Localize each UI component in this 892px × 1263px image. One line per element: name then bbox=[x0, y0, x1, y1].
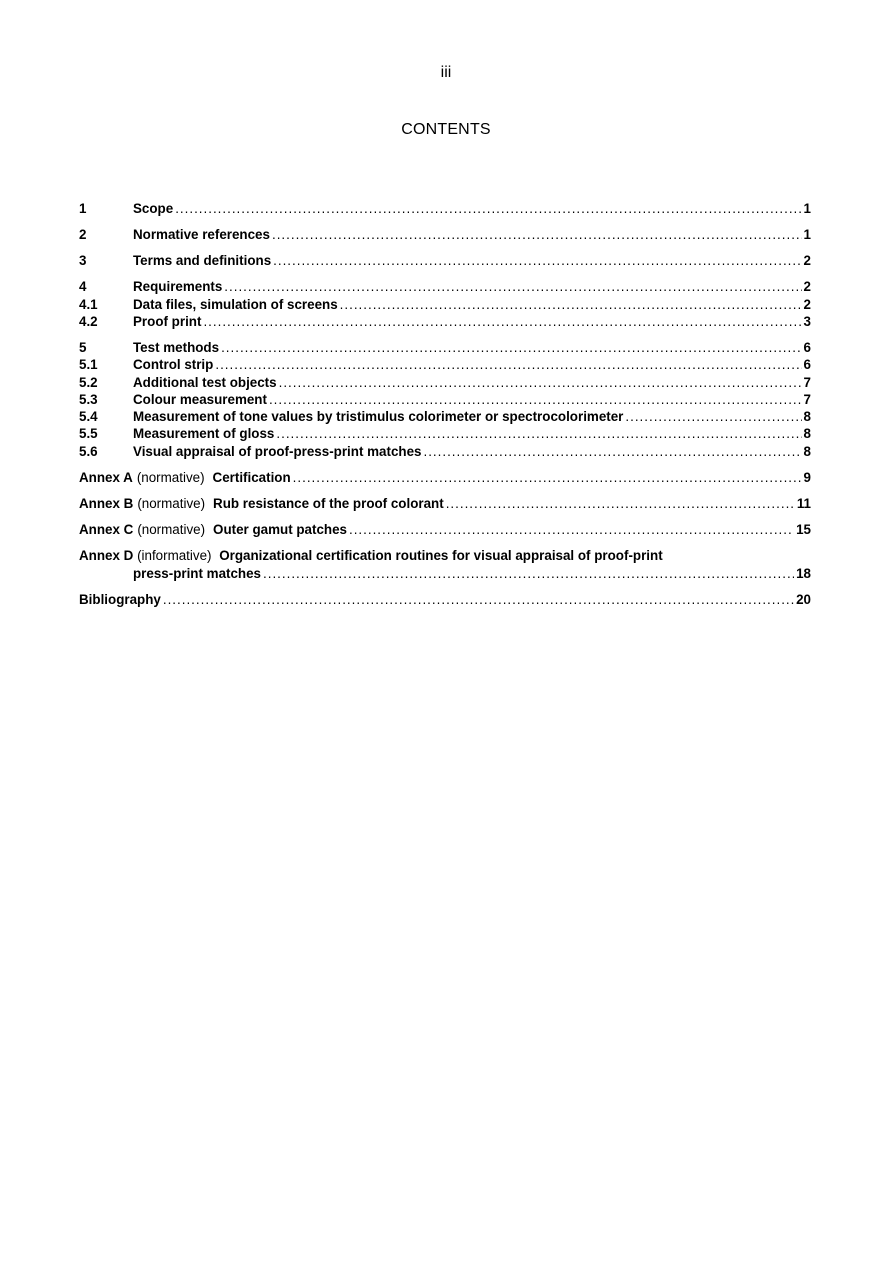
annex-kind: (normative) bbox=[137, 522, 206, 537]
toc-entry-title: Scope bbox=[133, 201, 174, 216]
leader-dots bbox=[263, 565, 794, 583]
toc-entry-colour-measurement[interactable] bbox=[79, 391, 811, 409]
leader-dots bbox=[215, 356, 801, 374]
toc-entry-page: 9 bbox=[803, 470, 811, 485]
toc-entry-page: 8 bbox=[803, 409, 811, 424]
toc-entry-page: 8 bbox=[803, 426, 811, 441]
annex-label: Annex D bbox=[79, 548, 134, 563]
leader-dots bbox=[175, 200, 801, 218]
toc-entry-title: Requirements bbox=[133, 279, 223, 294]
toc-entry-title: Visual appraisal of proof-press-print matches bbox=[133, 444, 422, 459]
leader-dots bbox=[221, 339, 801, 357]
toc-entry-page: 11 bbox=[796, 496, 811, 511]
toc-entry-page: 7 bbox=[803, 375, 811, 390]
toc-entry-title: Data files, simulation of screens bbox=[133, 297, 338, 312]
annex-label: Annex B bbox=[79, 496, 134, 511]
toc-entry-annex-d-heading[interactable] bbox=[79, 547, 811, 565]
toc-entry-tone-values[interactable] bbox=[79, 408, 811, 426]
toc-entry-gloss[interactable] bbox=[79, 425, 811, 443]
toc-entry-requirements[interactable] bbox=[79, 278, 811, 296]
toc-entry-number: 4.2 bbox=[79, 314, 98, 329]
toc-entry-number: 5.5 bbox=[79, 426, 98, 441]
toc-entry-title: Colour measurement bbox=[133, 392, 267, 407]
toc-entry-proof-print[interactable] bbox=[79, 313, 811, 331]
toc-entry-page: 2 bbox=[803, 253, 811, 268]
leader-dots bbox=[423, 443, 801, 461]
toc-entry-title: Outer gamut patches bbox=[213, 522, 347, 537]
toc-entry-page: 15 bbox=[796, 522, 811, 537]
leader-dots bbox=[163, 591, 794, 609]
toc-entry-number: 5.4 bbox=[79, 409, 98, 424]
toc-entry-bibliography[interactable] bbox=[79, 591, 811, 609]
toc-entry-title: Bibliography bbox=[79, 592, 161, 607]
toc-entry-page: 6 bbox=[803, 340, 811, 355]
toc-entry-page: 8 bbox=[803, 444, 811, 459]
toc-entry-annex-c[interactable] bbox=[79, 521, 811, 539]
leader-dots bbox=[625, 408, 801, 426]
annex-label: Annex A bbox=[79, 470, 133, 485]
toc-entry-annex-b[interactable] bbox=[79, 495, 811, 513]
toc-entry-scope[interactable] bbox=[79, 200, 811, 218]
toc-entry-title: Measurement of gloss bbox=[133, 426, 275, 441]
toc-entry-number: 4.1 bbox=[79, 297, 98, 312]
leader-dots bbox=[269, 391, 802, 409]
toc-entry-number: 4 bbox=[79, 279, 87, 294]
leader-dots bbox=[273, 252, 801, 270]
toc-entry-title: Control strip bbox=[133, 357, 214, 372]
leader-dots bbox=[224, 278, 801, 296]
toc-entry-page: 18 bbox=[796, 566, 811, 581]
table-of-contents bbox=[79, 0, 811, 1263]
toc-entry-title: Terms and definitions bbox=[133, 253, 272, 268]
toc-entry-page: 1 bbox=[803, 201, 811, 216]
toc-entry-title: Certification bbox=[212, 470, 291, 485]
toc-entry-number: 5.1 bbox=[79, 357, 98, 372]
toc-entry-number: 5.3 bbox=[79, 392, 98, 407]
leader-dots bbox=[293, 469, 802, 487]
page-title: CONTENTS bbox=[401, 121, 491, 138]
toc-entry-page: 2 bbox=[803, 297, 811, 312]
toc-entry-number: 2 bbox=[79, 227, 87, 242]
toc-entry-title: Rub resistance of the proof colorant bbox=[213, 496, 444, 511]
page-number: iii bbox=[440, 64, 452, 81]
toc-entry-title: Normative references bbox=[133, 227, 270, 242]
toc-entry-page: 20 bbox=[796, 592, 811, 607]
toc-entry-data-files[interactable] bbox=[79, 296, 811, 314]
leader-dots bbox=[272, 226, 802, 244]
toc-entry-number: 5.6 bbox=[79, 444, 98, 459]
toc-entry-page: 2 bbox=[803, 279, 811, 294]
toc-entry-visual-appraisal[interactable] bbox=[79, 443, 811, 461]
leader-dots bbox=[203, 313, 801, 331]
toc-entry-control-strip[interactable] bbox=[79, 356, 811, 374]
toc-entry-number: 1 bbox=[79, 201, 87, 216]
leader-dots bbox=[446, 495, 795, 513]
toc-entry-number: 3 bbox=[79, 253, 87, 268]
toc-entry-annex-a[interactable] bbox=[79, 469, 811, 487]
leader-dots bbox=[276, 425, 801, 443]
toc-entry-page: 1 bbox=[803, 227, 811, 242]
toc-entry-test-methods[interactable] bbox=[79, 339, 811, 357]
toc-entry-title-continued: press-print matches bbox=[133, 566, 261, 581]
toc-entry-title: Organizational certification routines for visual appraisal of proof-print bbox=[219, 548, 663, 563]
toc-entry-page: 6 bbox=[803, 357, 811, 372]
leader-dots bbox=[340, 296, 802, 314]
toc-entry-normative-references[interactable] bbox=[79, 226, 811, 244]
toc-entry-title: Additional test objects bbox=[133, 375, 277, 390]
toc-entry-annex-d-continued[interactable] bbox=[79, 565, 811, 583]
annex-kind: (normative) bbox=[136, 470, 205, 485]
toc-entry-number: 5.2 bbox=[79, 375, 98, 390]
toc-entry-title: Test methods bbox=[133, 340, 220, 355]
toc-entry-page: 3 bbox=[803, 314, 811, 329]
toc-entry-additional-test-objects[interactable] bbox=[79, 374, 811, 392]
toc-entry-title: Proof print bbox=[133, 314, 202, 329]
toc-entry-title: Measurement of tone values by tristimulus colorimeter or spectrocolorimeter bbox=[133, 409, 624, 424]
leader-dots bbox=[279, 374, 802, 392]
toc-entry-terms-and-definitions[interactable] bbox=[79, 252, 811, 270]
leader-dots bbox=[349, 521, 794, 539]
annex-label: Annex C bbox=[79, 522, 134, 537]
toc-entry-number: 5 bbox=[79, 340, 87, 355]
toc-entry-page: 7 bbox=[803, 392, 811, 407]
annex-kind: (informative) bbox=[137, 548, 212, 563]
annex-kind: (normative) bbox=[137, 496, 206, 511]
